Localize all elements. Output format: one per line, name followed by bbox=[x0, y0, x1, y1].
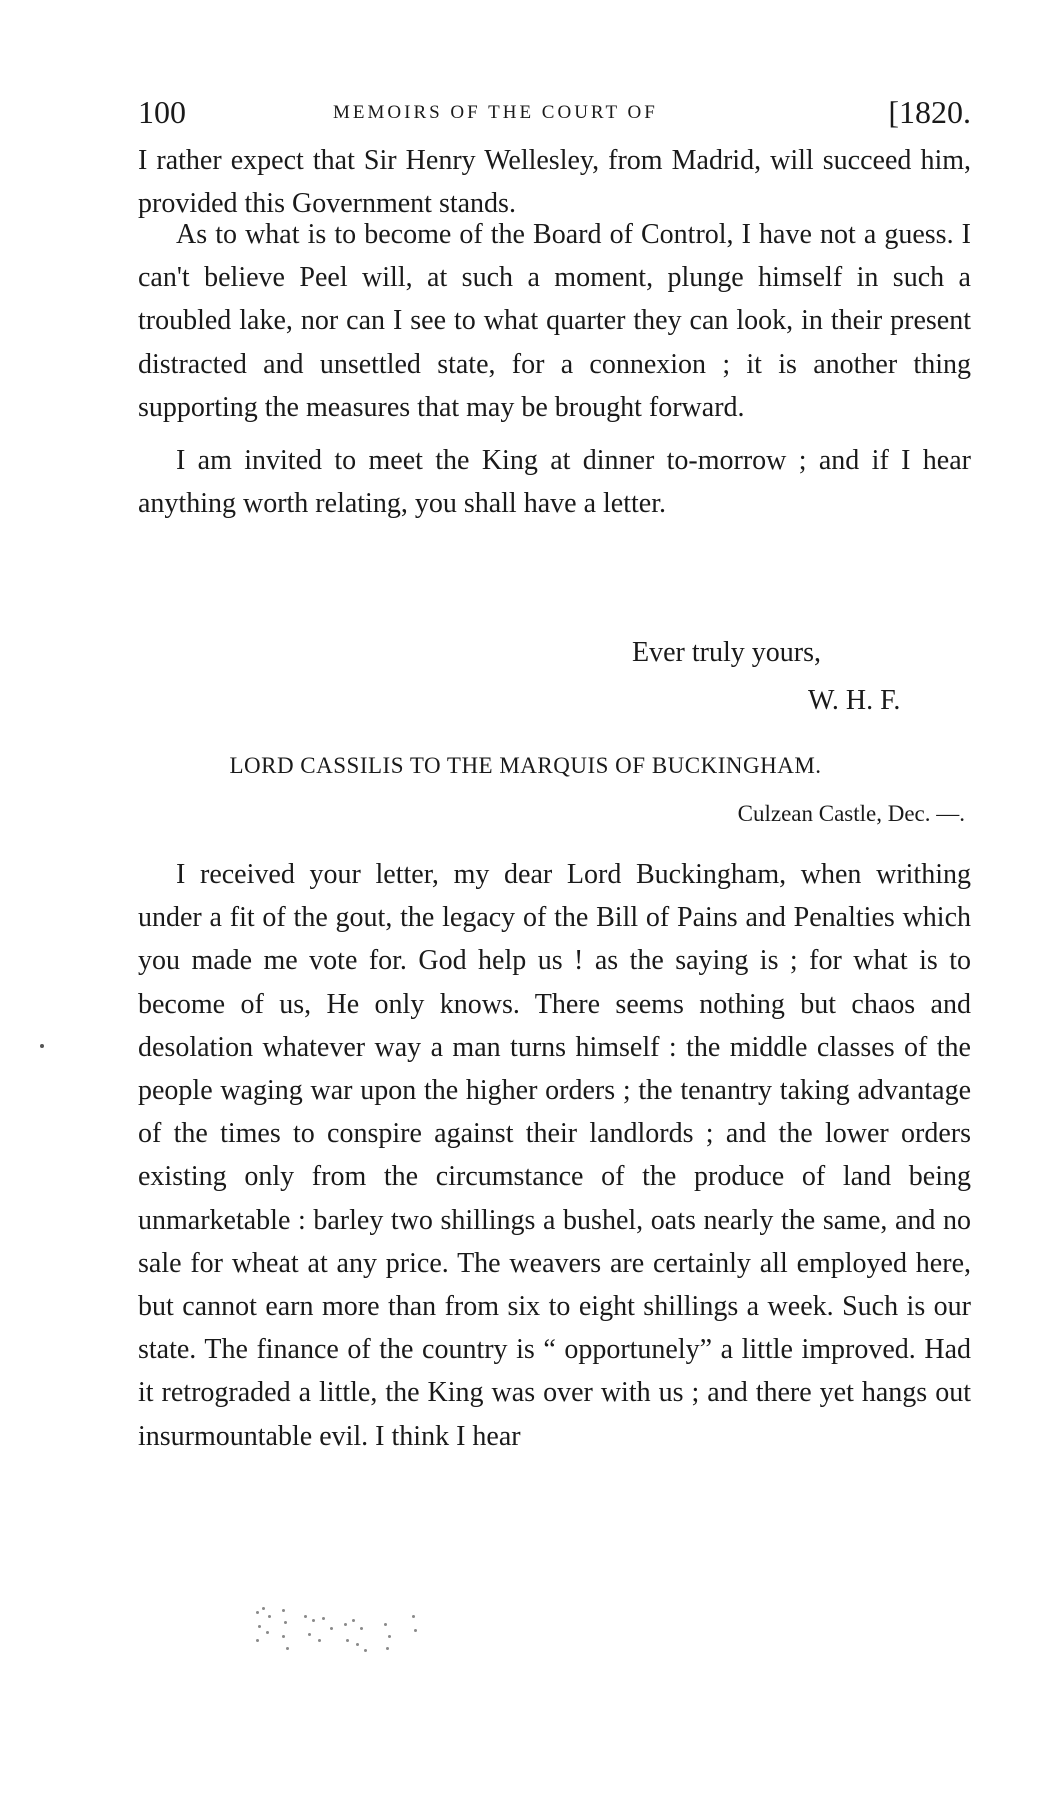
paragraph-continued: I rather expect that Sir Henry Wellesley, from Madrid, will succeed him, provided this Government stands. bbox=[138, 145, 971, 220]
paragraph-board-of-control: As to what is to become of the Board of Control, I have not a guess. I can't believe Peel will, at such a moment, plunge himself in such a troubled lake, nor can I see to what quarter they can look, in their present distracted and unsettled state, for a connexion ; it is another thing supporting the measures that may be brought forward. bbox=[138, 219, 971, 423]
letter-signature: W. H. F. bbox=[808, 685, 901, 716]
letter-closing: Ever truly yours, bbox=[632, 637, 821, 668]
letter-body: I received your letter, my dear Lord Buckingham, when writhing under a fit of the gout, the legacy of the Bill of Pains and Penalties which you made me vote for. God help us ! as the saying is ; for what is to become of us, He only knows. There seems nothing but chaos and desolation whatever way a man turns himself : the middle classes of the people waging war upon the higher orders ; the tenantry taking advantage of the times to conspire against their landlords ; and the lower orders existing only from the circumstance of the produce of land being unmarketable : barley two shillings a bushel, oats nearly the same, and no sale for wheat at any price. The weavers are certainly all employed here, but cannot earn more than from six to eight shillings a week. Such is our state. The finance of the country is “ opportunely” a little improved. Had it retrograded a little, the King was over with us ; and there yet hangs out insurmountable evil. I think I hear bbox=[138, 859, 971, 1452]
library-perforation-stamp bbox=[252, 1605, 438, 1661]
paragraph-king-dinner: I am invited to meet the King at dinner to-morrow ; and if I hear anything worth relating, you shall have a letter. bbox=[138, 445, 971, 520]
letter-dateline: Culzean Castle, Dec. —. bbox=[737, 801, 965, 826]
page-header bbox=[138, 92, 971, 132]
running-title: MEMOIRS OF THE COURT OF bbox=[333, 102, 658, 123]
header-year: [1820. bbox=[888, 94, 971, 130]
letter-heading: LORD CASSILIS TO THE MARQUIS OF BUCKINGHAM. bbox=[229, 753, 822, 778]
page-number: 100 bbox=[138, 94, 186, 130]
page-speck bbox=[40, 1044, 44, 1048]
